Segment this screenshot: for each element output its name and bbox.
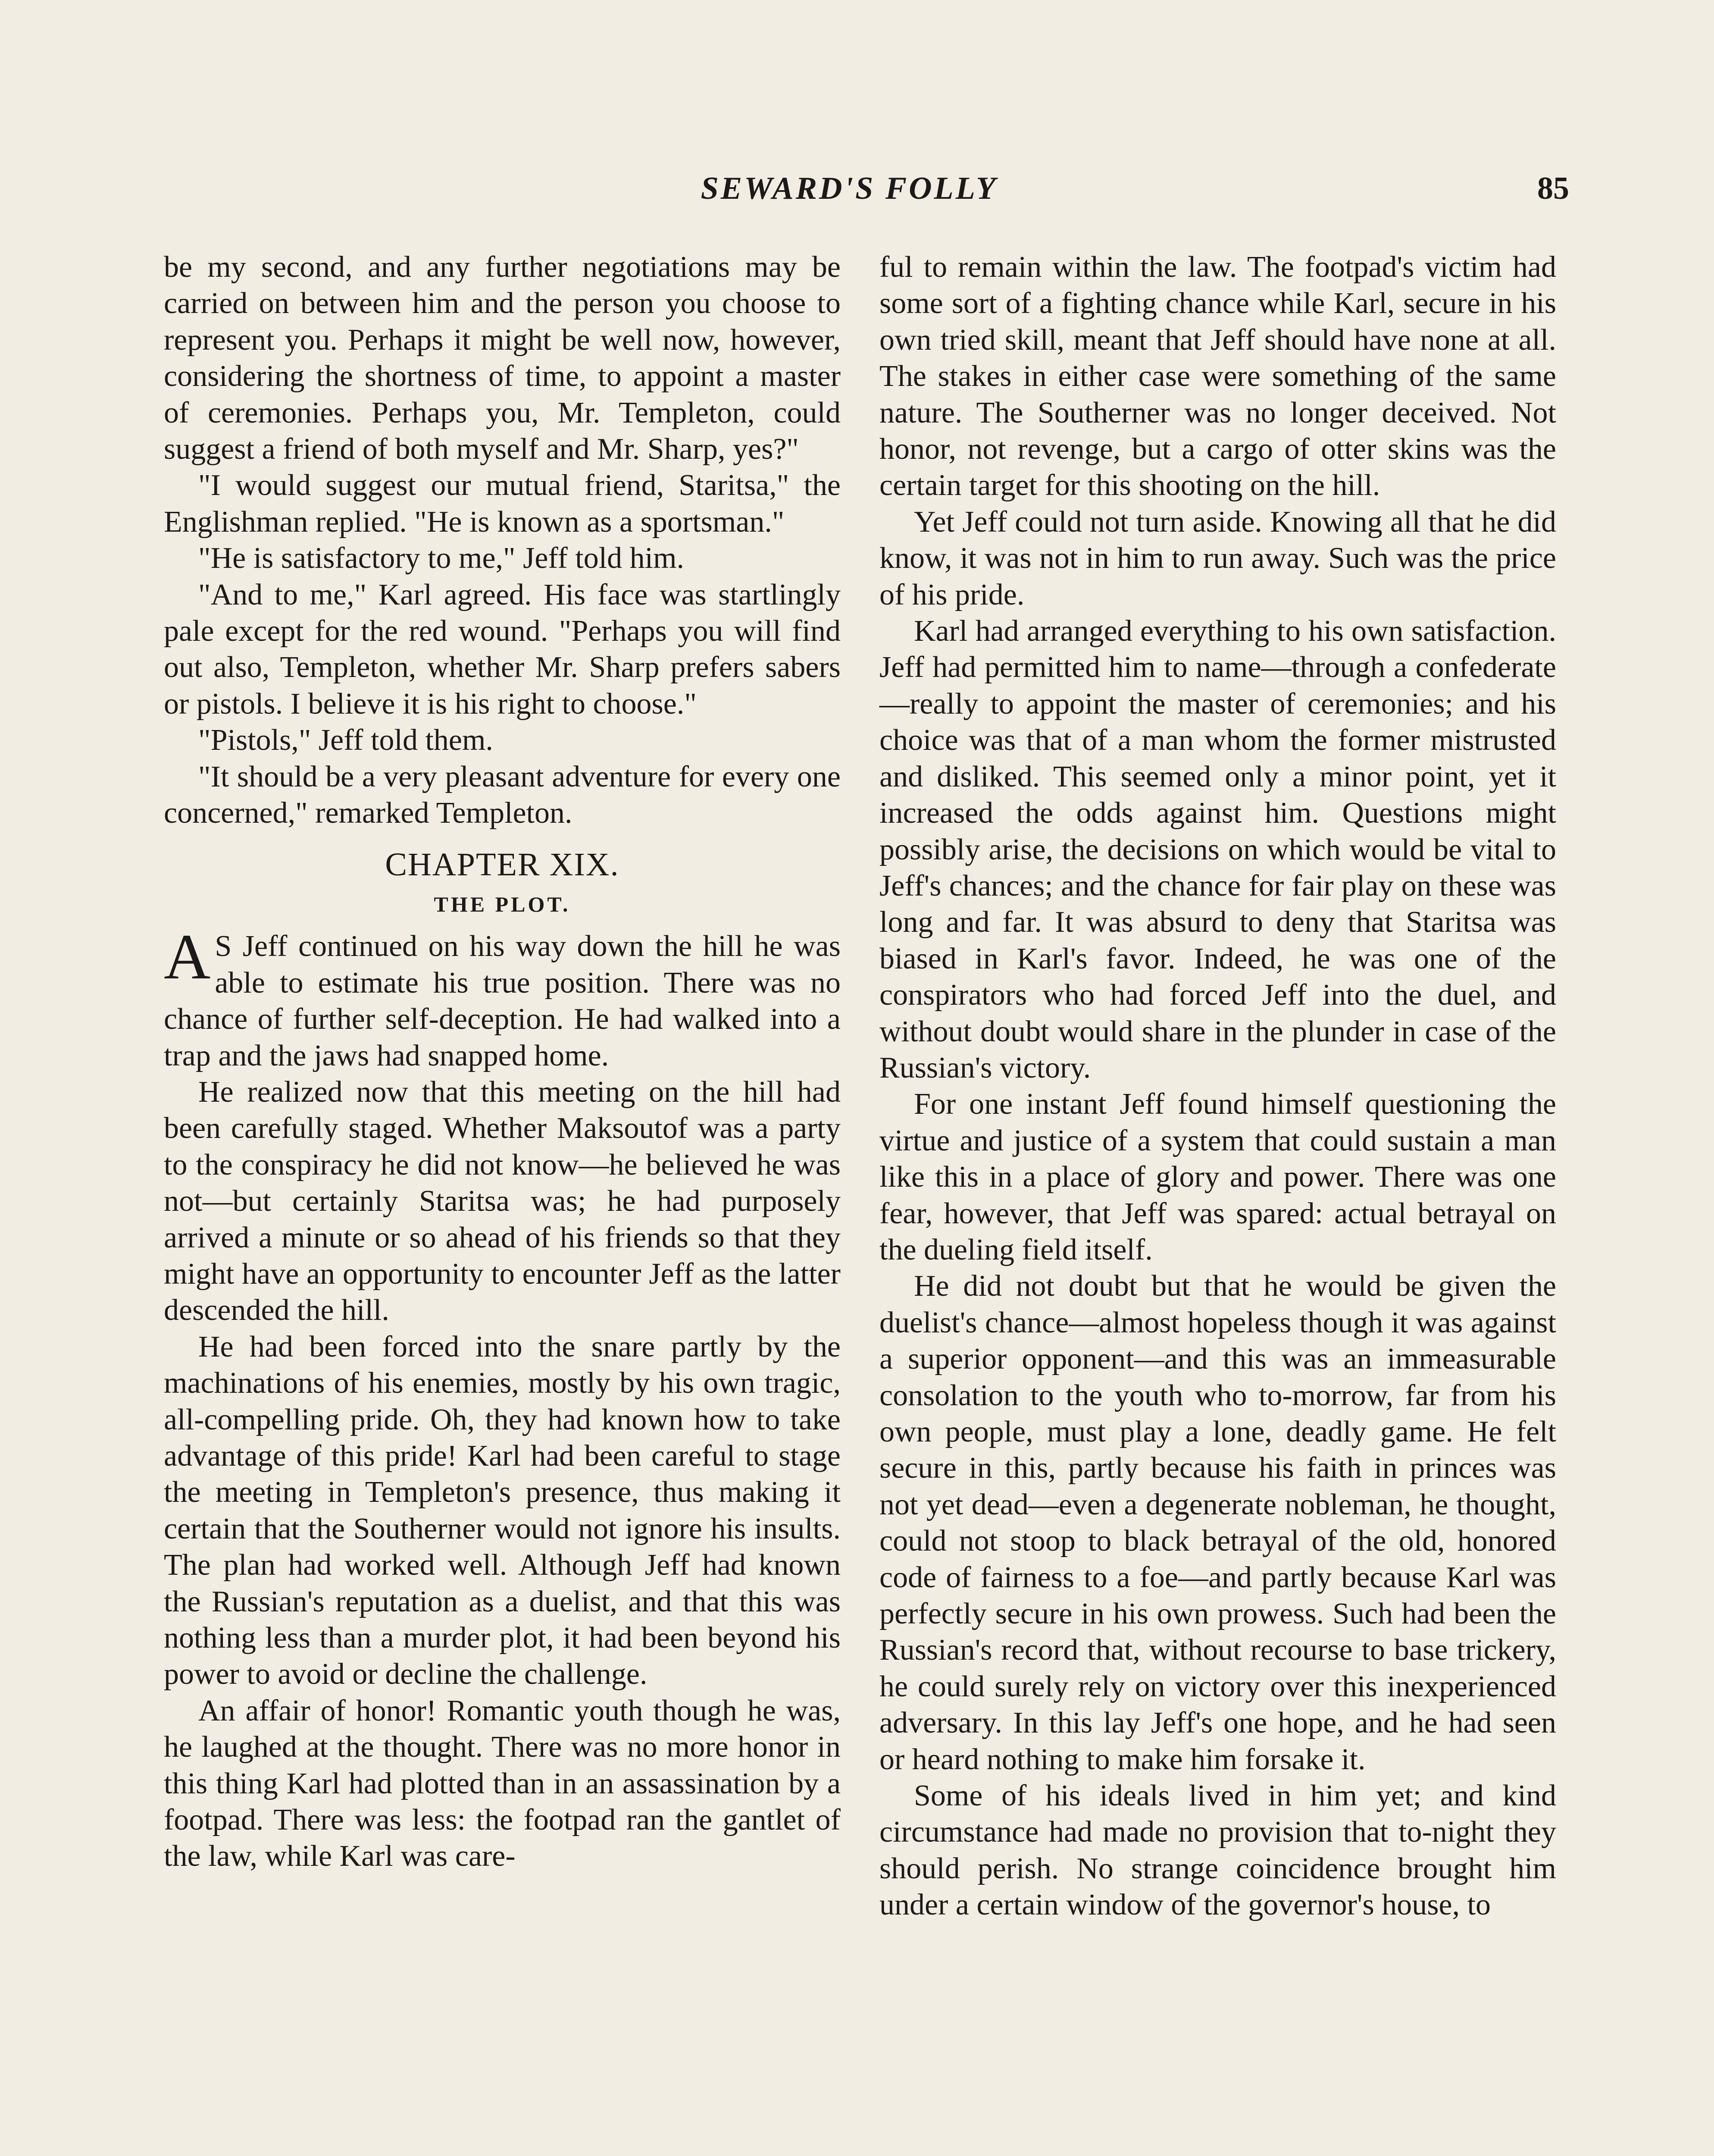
paragraph: Karl had arranged everything to his own satisfaction. Jeff had permitted him to name—through a confederate—really to appoint the master of ceremonies; and his choice was that of a man whom the former mistrusted and disliked. This seemed only a minor point, yet it increased the odds against him. Questions might possibly arise, the decisions on which would be vital to Jeff's chances; and the chance for fair play on these was long and far. It was absurd to deny that Staritsa was biased in Karl's favor. Indeed, he was one of the conspirators who had forced Jeff into the duel, and without doubt would share in the plunder in case of the Russian's victory. — [879, 614, 1556, 1084]
paragraph: For one instant Jeff found himself questioning the virtue and justice of a system that could sustain a man like this in a place of glory and power. There was one fear, however, that Jeff was spared: actual betrayal on the dueling field itself. — [879, 1087, 1556, 1266]
paragraph: "I would suggest our mutual friend, Staritsa," the Englishman replied. "He is known as a sportsman." — [164, 469, 841, 539]
paragraph: He had been forced into the snare partly by the machinations of his enemies, mostly by his own tragic, all-compelling pride. Oh, they had known how to take advantage of this pride! Karl had been careful to stage the meeting in Templeton's presence, thus making it certain that the Southerner would not ignore his insults. The plan had worked well. Although Jeff had known the Russian's reputation as a duelist, and that this was nothing less than a murder plot, it had been beyond his power to avoid or decline the challenge. — [164, 1330, 841, 1691]
chapter-opening-paragraph — [164, 921, 841, 1074]
left-column — [164, 249, 841, 1875]
paragraph: "Pistols," Jeff told them. — [198, 724, 493, 757]
paragraph: An affair of honor! Romantic youth though he was, he laughed at the thought. There was no more honor in this thing Karl had plotted than in an assassination by a footpad. There was less: the footpad ran the gantlet of the law, while Karl was care- — [164, 1694, 841, 1873]
paragraph: "He is satisfactory to me," Jeff told him. — [198, 542, 685, 575]
paragraph: He realized now that this meeting on the hill had been carefully staged. Whether Maksoutof was a party to the conspiracy he did not know—he believed he was not—but certainly Staritsa was; he had purposely arrived a minute or so ahead of his friends so that they might have an opportunity to encounter Jeff as the latter descended the hill. — [164, 1075, 841, 1327]
drop-cap: A — [164, 921, 211, 993]
paragraph: Some of his ideals lived in him yet; and kind circumstance had made no provision that to-night they should perish. No strange coincidence brought him under a certain window of the governor's house, to — [879, 1779, 1556, 1922]
paragraph: "It should be a very pleasant adventure for every one concerned," remarked Templeton. — [164, 760, 841, 830]
running-title: SEWARD'S FOLLY — [701, 171, 998, 206]
chapter-subtitle: THE PLOT. — [434, 892, 571, 916]
paragraph: He did not doubt but that he would be given the duelist's chance—almost hopeless though it was against a superior opponent—and this was an immeasurable consolation to the youth who to-morrow, far from his own people, must play a lone, deadly game. He felt secure in this, partly because his faith in princes was not yet dead—even a degenerate nobleman, he thought, could not stoop to black betrayal of the old, honored code of fairness to a foe—and partly because Karl was perfectly secure in his own prowess. Such had been the Russian's record that, without recourse to base trickery, he could surely rely on victory over this inexperienced adversary. In this lay Jeff's one hope, and he had seen or heard nothing to make him forsake it. — [879, 1269, 1556, 1776]
paragraph: ful to remain within the law. The footpad's victim had some sort of a fighting chance while Karl, secure in his own tried skill, meant that Jeff should have none at all. The stakes in either case were something of the same nature. The Southerner was no longer deceived. Not honor, not revenge, but a cargo of otter skins was the certain target for this shooting on the hill. — [879, 251, 1556, 502]
paragraph: be my second, and any further negotiations may be carried on between him and the person you choose to represent you. Perhaps it might be well now, however, considering the shortness of time, to appoint a master of ceremonies. Perhaps you, Mr. Templeton, could suggest a friend of both myself and Mr. Sharp, yes?" — [164, 251, 841, 466]
right-column — [879, 249, 1556, 1924]
chapter-heading: CHAPTER XIX. — [385, 846, 619, 883]
paragraph: Yet Jeff could not turn aside. Knowing all that he did know, it was not in him to run away. Such was the price of his pride. — [879, 505, 1556, 611]
paragraph: "And to me," Karl agreed. His face was startlingly pale except for the red wound. "Perhaps you will find out also, Templeton, whether Mr. Sharp prefers sabers or pistols. I believe it is his right to choose." — [164, 578, 841, 721]
opening-text: S Jeff continued on his way down the hill he was able to estimate his true position. There was no chance of further self-deception. He had walked into a trap and the jaws had snapped home. — [164, 930, 841, 1072]
page-number: 85 — [1537, 171, 1569, 206]
